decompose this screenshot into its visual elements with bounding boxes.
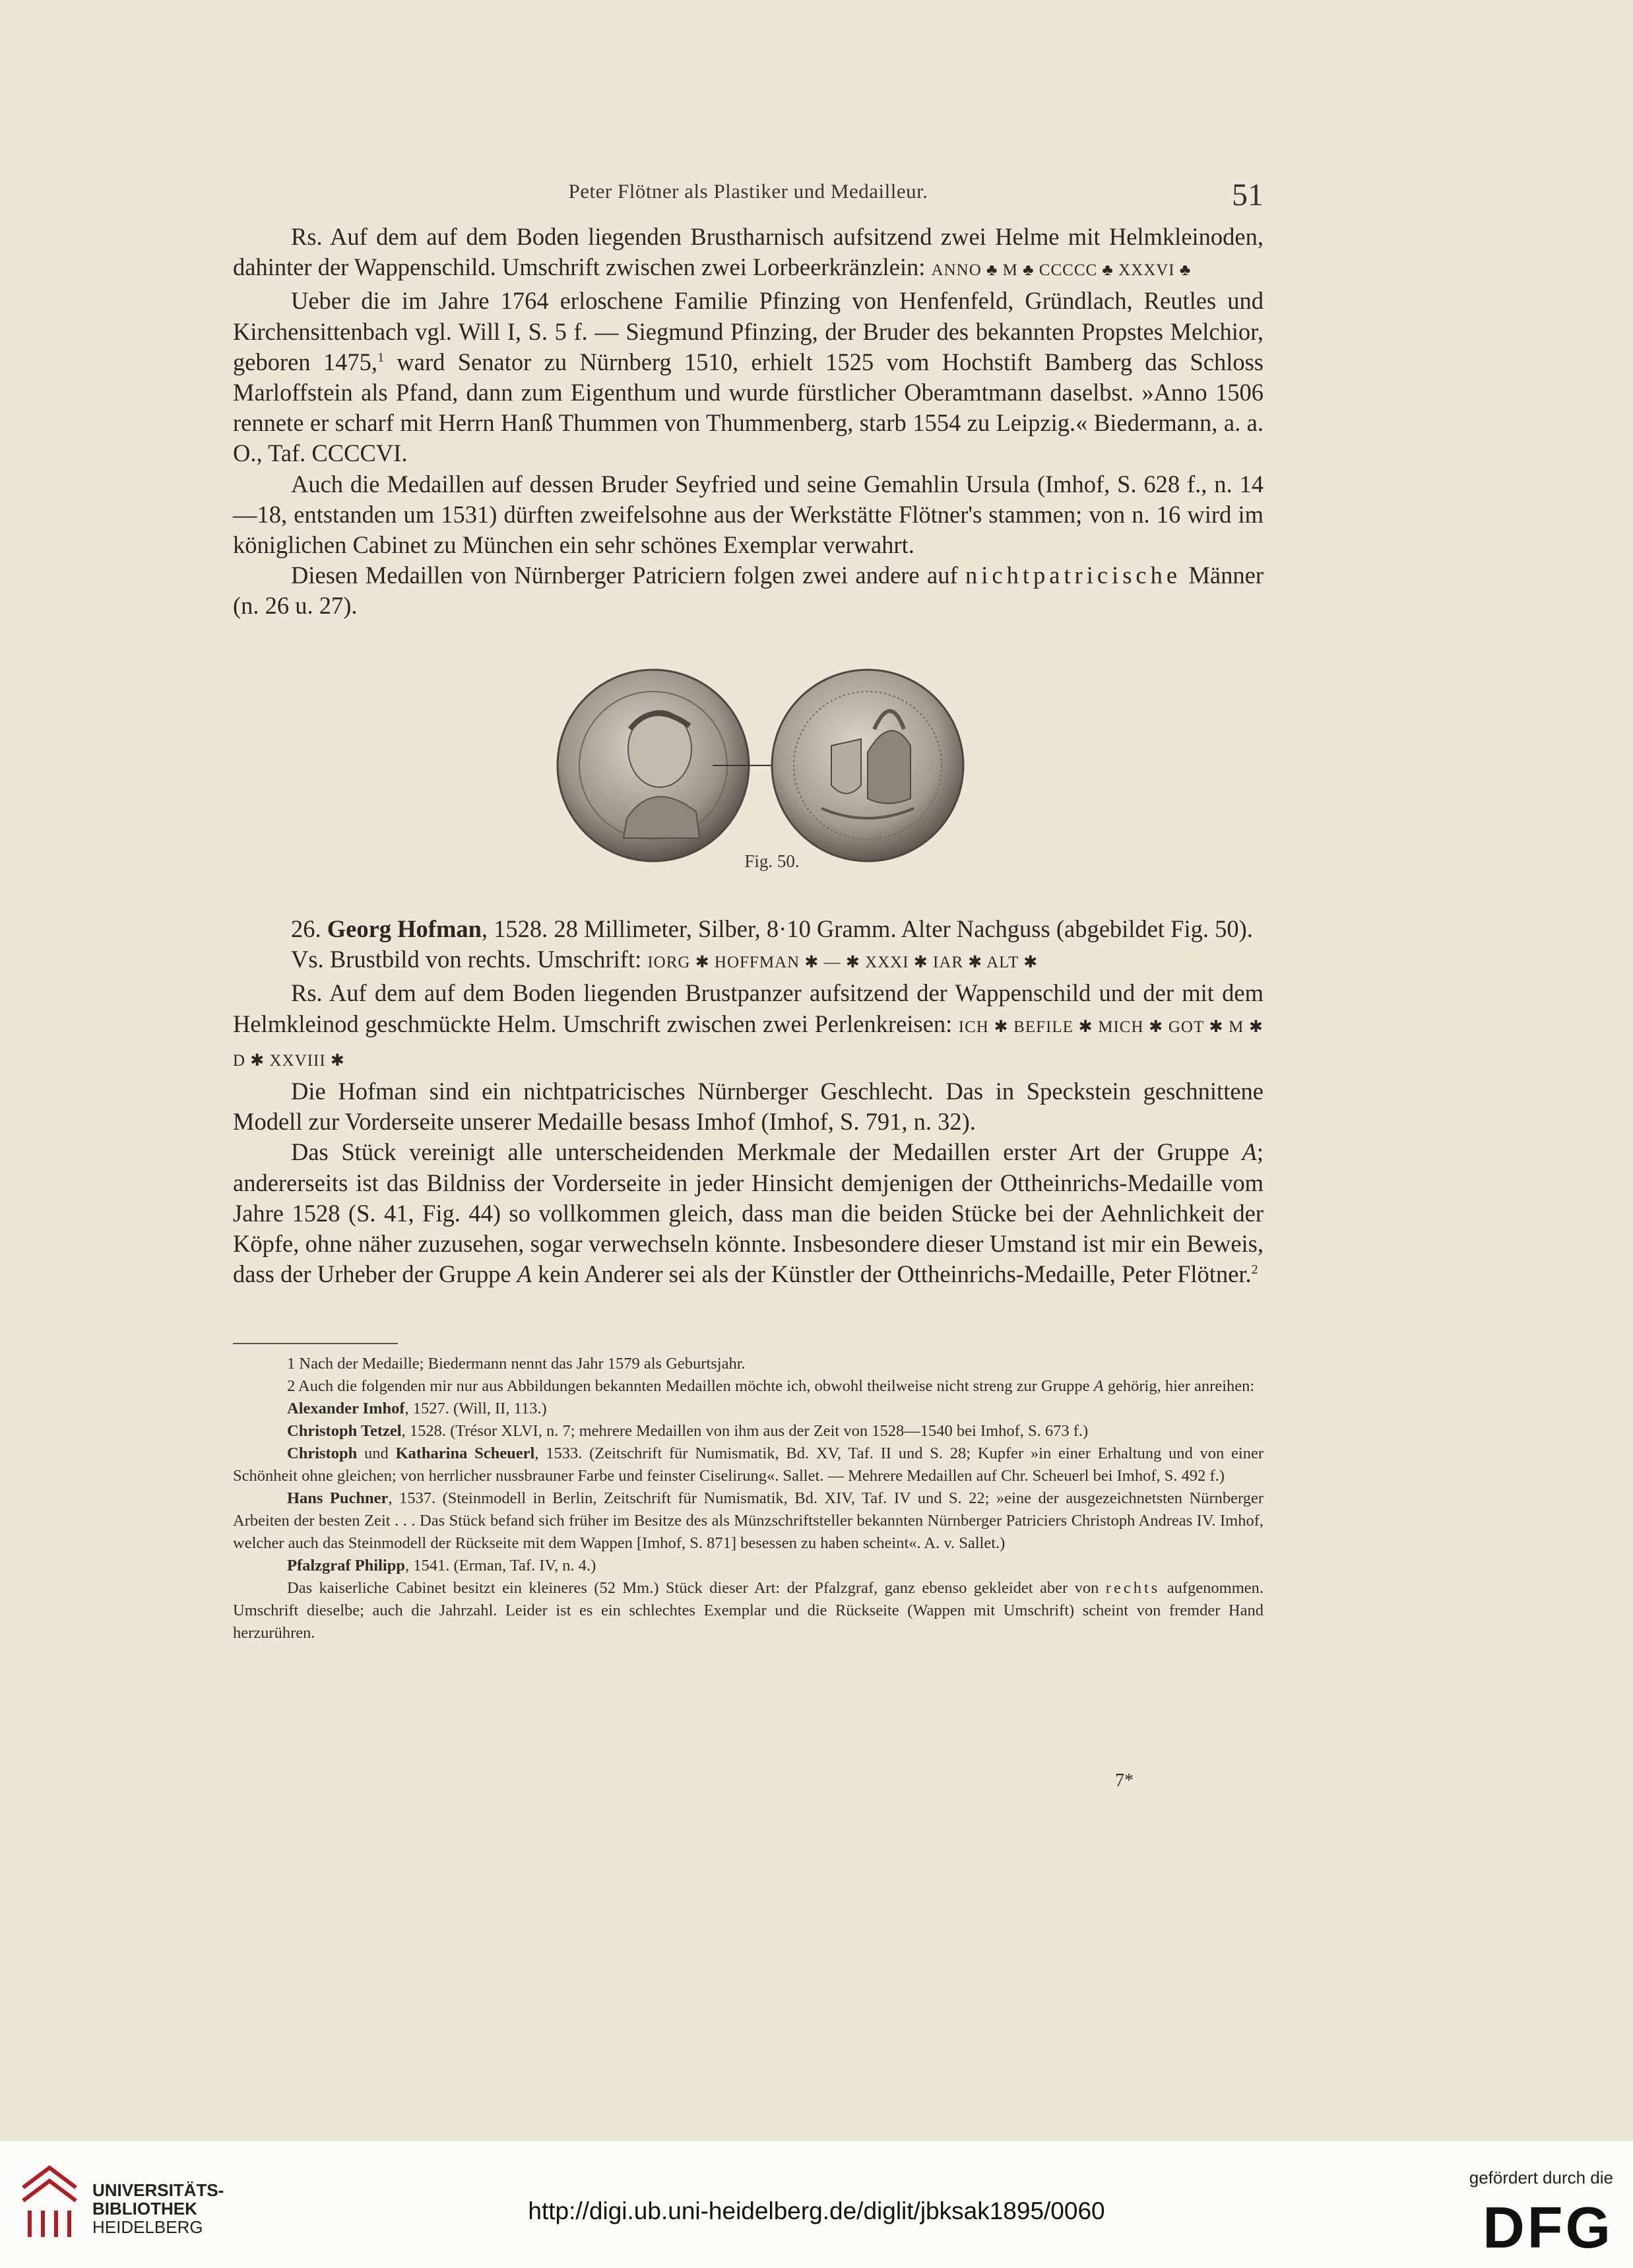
page-header <box>233 177 1264 216</box>
footnote-ref[interactable]: 1 <box>377 350 385 365</box>
footnote: 1 Nach der Medaille; Biedermann nennt das Jahr 1579 als Geburtsjahr. <box>287 1355 746 1373</box>
paragraph: Rs. Auf dem auf dem Boden liegenden Brustpanzer aufsitzend der Wappenschild und der mit dem Helmkleinod geschmückte Helm. Umschrift zwischen zwei Perlenkreisen: ICH ✱ BEFILE ✱ MICH ✱ GOT ✱ M ✱ D ✱ XXVIII ✱ <box>233 979 1264 1070</box>
footnote: 2 Auch die folgenden mir nur aus Abbildungen bekannten Medaillen möchte ich, obwohl theilweise nicht streng zur Gruppe A gehörig, hier anreihen: <box>287 1377 1255 1395</box>
footnote-ref[interactable]: 2 <box>1251 1262 1258 1278</box>
footnote-entry: Pfalzgraf Philipp, 1541. (Erman, Taf. IV, n. 4.) <box>287 1557 596 1574</box>
body-text-top <box>233 222 1264 622</box>
paragraph: Rs. Auf dem auf dem Boden liegenden Brustharnisch aufsitzend zwei Helme mit Helmkleinoden, dahinter der Wappenschild. Umschrift zwischen zwei Lorbeerkränzlein: ANNO ♣ M ♣ CCCCC ♣ XXXVI ♣ <box>233 223 1264 281</box>
library-name: UNIVERSITÄTS- BIBLIOTHEK HEIDELBERG <box>92 2180 224 2237</box>
paragraph: Das Stück vereinigt alle unterscheidenden Merkmale der Medaillen erster Art der Gruppe A; andererseits ist das Bildniss der Vorderseite in jeder Hinsicht demjenigen der Ottheinrichs-Medaille vom Jahre 1528 (S. 41, Fig. 44) so vollkommen gleich, dass man die beiden Stücke bei der Aehnlichkeit der Köpfe, ohne näher zuzusehen, sogar verwechseln könnte. Insbesondere dieser Umstand ist mir ein Beweis, dass der Urheber der Gruppe A kein Anderer sei als der Künstler der Ottheinrichs-Medaille, Peter Flötner.$^2$ <box>233 1138 1264 1288</box>
catalog-entry: 26. Georg Hofman, 1528. 28 Millimeter, Silber, 8·10 Gramm. Alter Nachguss (abgebildet Fig. 50). <box>291 915 1253 942</box>
body-text-bottom <box>233 914 1264 1289</box>
dfg-logo[interactable]: DFG <box>1483 2195 1613 2260</box>
footnote-entry: Hans Puchner, 1537. (Steinmodell in Berlin, Zeitschrift für Numismatik, Bd. XIV, Taf. IV und S. 22; »eine der ausgezeichnetsten Nürnberger Arbeiten der besten Zeit . . . Das Stück befand sich früher im Besitze des als Münzschriftsteller bekannten Nürnberger Patriciers Christoph Andreas IV. Imhof, welcher auch das Steinmodell der Rückseite mit dem Wappen [Imhof, S. 871] besessen zu haben scheint«. A. v. Sallet.) <box>233 1489 1264 1552</box>
signature-mark: 7* <box>1115 1770 1134 1791</box>
footnote-entry: Christoph Tetzel, 1528. (Trésor XLVI, n. 7; mehrere Medaillen von ihm aus der Zeit von 1528—1540 bei Imhof, S. 673 f.) <box>287 1422 1089 1440</box>
page-number: 51 <box>1232 178 1264 212</box>
source-url-link[interactable]: http://digi.ub.uni-heidelberg.de/diglit/jbksak1895/0060 <box>528 2197 1105 2224</box>
paragraph: Diesen Medaillen von Nürnberger Patriciern folgen zwei andere auf nichtpatricische Männer (n. 26 u. 27). <box>233 562 1264 620</box>
medal-figure <box>554 666 983 864</box>
entry-name: Georg Hofman <box>327 915 482 942</box>
footnotes <box>233 1353 1264 1644</box>
footnote-entry: Das kaiserliche Cabinet besitzt ein kleineres (52 Mm.) Stück dieser Art: der Pfalzgraf, ganz ebenso gekleidet aber von rechts aufgenommen. Umschrift dieselbe; auch die Jahrzahl. Leider ist es ein schlechtes Exemplar und die Rückseite (Wappen mit Umschrift) scheint von fremder Hand herzurühren. <box>233 1579 1264 1642</box>
paragraph: Auch die Medaillen auf dessen Bruder Seyfried und seine Gemahlin Ursula (Imhof, S. 628 f., n. 14—18, entstanden um 1531) dürften zweifelsohne aus der Werkstätte Flötner's stammen; von n. 16 wird im königlichen Cabinet zu München ein sehr schönes Exemplar verwahrt. <box>233 470 1264 559</box>
figure-caption: Fig. 50. <box>744 851 800 871</box>
footnote-rule <box>233 1343 398 1344</box>
funder-label: gefördert durch die <box>1469 2168 1613 2187</box>
footnote-entry: Christoph und Katharina Scheuerl, 1533. (Zeitschrift für Numismatik, Bd. XV, Taf. II und S. 28; Kupfer »in einer Erhaltung und von einer Schönheit ohne gleichen; von herrlicher nussbrauner Farbe und feinster Ciselirung«. Sallet. — Mehrere Medaillen auf Chr. Scheuerl bei Imhof, S. 492 f.) <box>233 1444 1264 1485</box>
paragraph: Ueber die im Jahre 1764 erloschene Familie Pfinzing von Henfenfeld, Gründlach, Reutles und Kirchensittenbach vgl. Will I, S. 5 f. — Siegmund Pfinzing, der Bruder des bekannten Propstes Melchior, geboren 1475,$^1$ ward Senator zu Nürnberg 1510, erhielt 1525 vom Hochstift Bamberg das Schloss Marloffstein als Pfand, dann zum Eigenthum und wurde fürstlicher Oberamtmann daselbst. »Anno 1506 rennete er scharf mit Herrn Hanß Thummen von Thummenberg, starb 1554 zu Leipzig.« Biedermann, a. a. O., Taf. CCCCVI. <box>233 287 1264 467</box>
medal-reverse-image <box>769 666 967 864</box>
footnote-entry: Alexander Imhof, 1527. (Will, II, 113.) <box>287 1400 547 1417</box>
footer-bar <box>0 2141 1633 2268</box>
paragraph: Vs. Brustbild von rechts. Umschrift: IORG ✱ HOFFMAN ✱ — ✱ XXXI ✱ IAR ✱ ALT ✱ <box>291 946 1039 973</box>
paragraph: Die Hofman sind ein nichtpatricisches Nürnberger Geschlecht. Das in Speckstein geschnittene Modell zur Vorderseite unserer Medaille besass Imhof (Imhof, S. 791, n. 32). <box>233 1078 1264 1136</box>
running-title: Peter Flötner als Plastiker und Medailleur. <box>568 179 928 203</box>
